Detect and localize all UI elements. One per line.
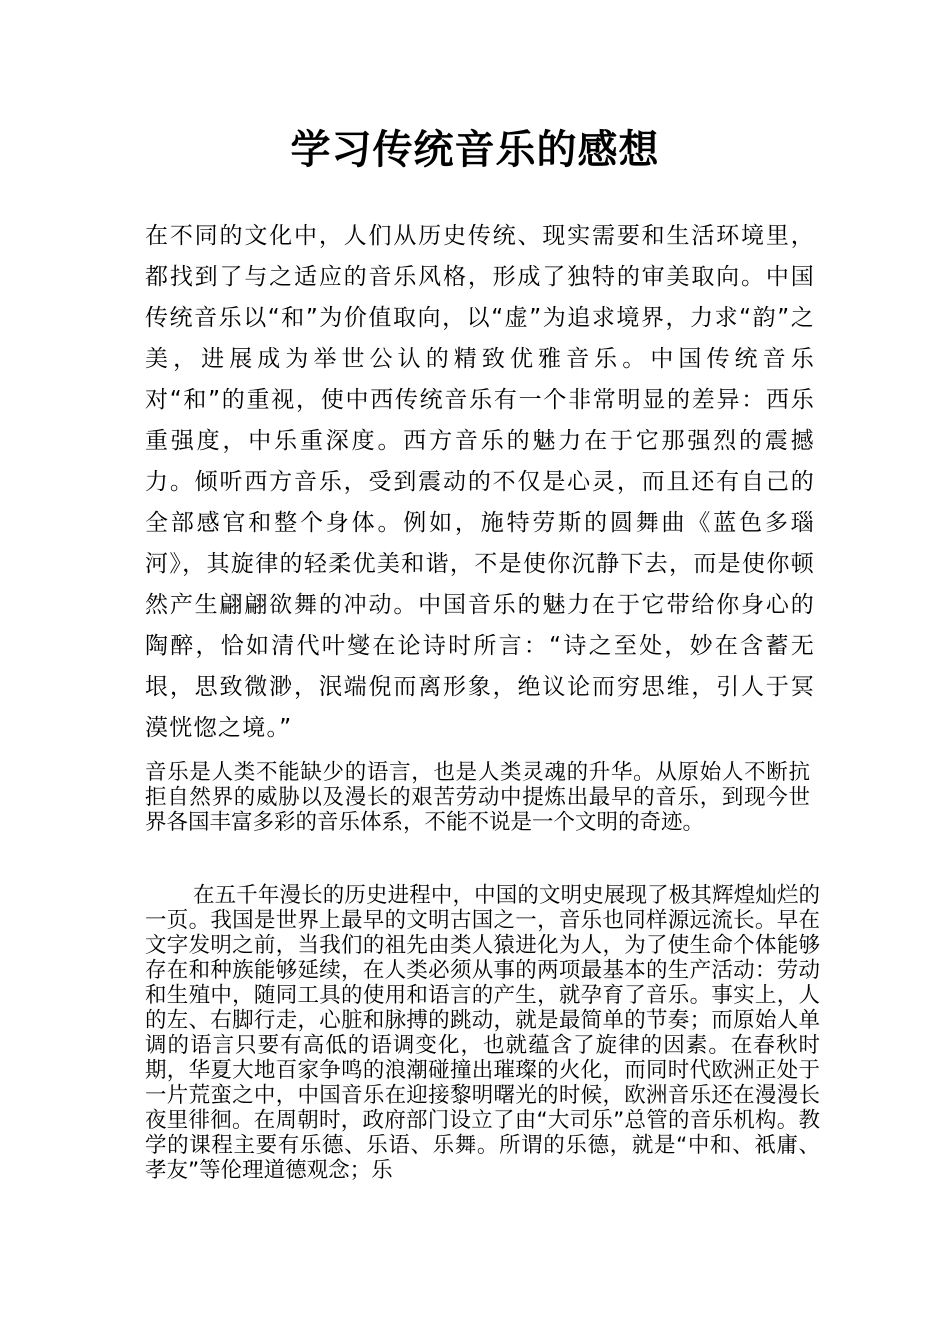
- paragraph-3: 在五千年漫长的历史进程中，中国的文明史展现了极其辉煌灿烂的一页。我国是世界上最早的文明古国之一，音乐也同样源远流长。早在文字发明之前，当我们的祖先由类人猿进化为人，为了使生命个体能够存在和种族能够延续，在人类必须从事的两项最基本的生产活动：劳动和生殖中，随同工具的使用和语言的产生，就孕育了音乐。事实上，人的左、右脚行走，心脏和脉搏的跳动，就是最简单的节奏；而原始人单调的语言只要有高低的语调变化，也就蕴含了旋律的因素。在春秋时期，华夏大地百家争鸣的浪潮碰撞出璀璨的火化，而同时代欧洲正处于一片荒蛮之中，中国音乐在迎接黎明曙光的时候，欧洲音乐还在漫漫长夜里徘徊。在周朝时，政府部门设立了由“大司乐”总管的音乐机构。教学的课程主要有乐德、乐语、乐舞。所谓的乐德，就是“中和、祇庸、孝友”等伦理道德观念；乐: [145, 883, 820, 1183]
- paragraph-1: 在不同的文化中，人们从历史传统、现实需要和生活环境里，都找到了与之适应的音乐风格，形成了独特的审美取向。中国传统音乐以“和”为价值取向，以“虚”为追求境界，力求“韵”之美，进展成为举世公认的精致优雅音乐。中国传统音乐对“和”的重视，使中西传统音乐有一个非常明显的差异：西乐重强度，中乐重深度。西方音乐的魅力在于它那强烈的震撼力。倾听西方音乐，受到震动的不仅是心灵，而且还有自己的全部感官和整个身体。例如，施特劳斯的圆舞曲《蓝色多瑙河》，其旋律的轻柔优美和谐，不是使你沉静下去，而是使你顿然产生翩翩欲舞的冲动。中国音乐的魅力在于它带给你身心的陶醉，恰如清代叶燮在论诗时所言：“诗之至处，妙在含蓄无垠，思致微渺，泯端倪而离形象，绝议论而穷思维，引人于冥漠恍惚之境。”: [145, 223, 815, 741]
- document-title: 学习传统音乐的感想: [290, 126, 660, 173]
- paragraph-2: 音乐是人类不能缺少的语言，也是人类灵魂的升华。从原始人不断抗拒自然界的威胁以及漫长的艰苦劳动中提炼出最早的音乐，到现今世界各国丰富多彩的音乐体系，不能不说是一个文明的奇迹。: [145, 760, 810, 835]
